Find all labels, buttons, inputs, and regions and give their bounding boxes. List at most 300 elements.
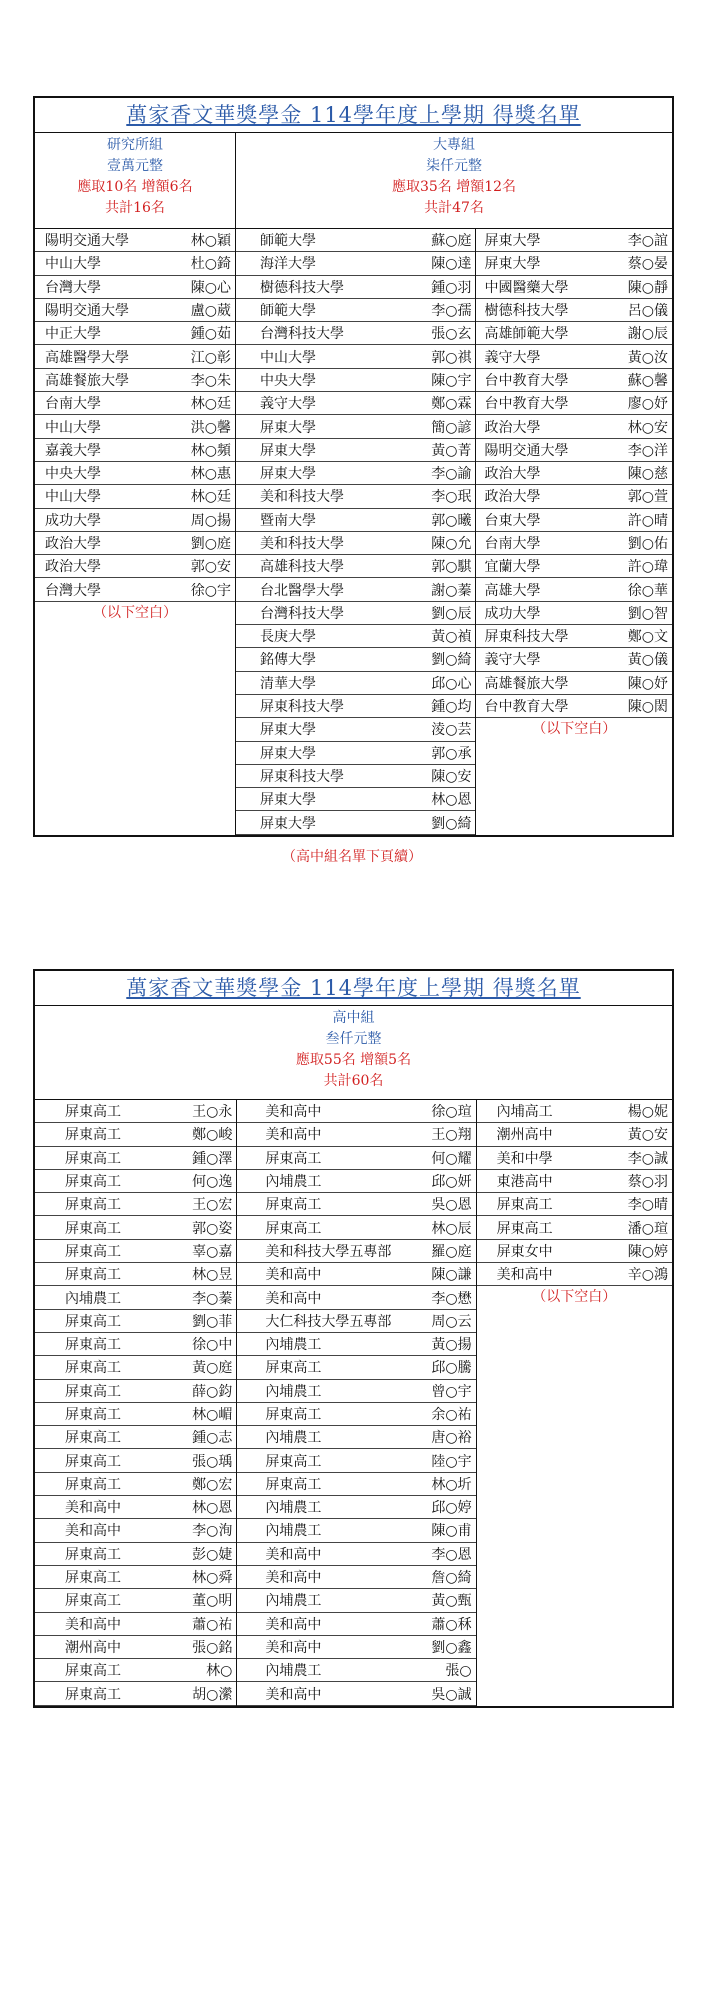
hs-list-3 xyxy=(477,1100,672,1286)
recipient-name: 陳○心 xyxy=(190,279,231,296)
school-name: 台北醫學大學 xyxy=(260,582,344,599)
recipient-name: 鍾○澤 xyxy=(192,1150,233,1167)
school-name: 高雄師範大學 xyxy=(484,326,569,343)
recipient-name: 陳○甫 xyxy=(431,1523,472,1540)
name-row xyxy=(236,439,475,462)
name-row xyxy=(236,392,475,415)
recipient-name: 黃○汝 xyxy=(627,349,668,366)
name-row xyxy=(236,602,475,625)
name-row xyxy=(237,1403,475,1426)
school-name: 美和高中 xyxy=(265,1290,322,1307)
name-row xyxy=(237,1216,475,1239)
school-name: 師範大學 xyxy=(260,303,316,320)
recipient-name: 李○蓁 xyxy=(192,1290,233,1307)
grad-quota: 應取10名 增額6名 xyxy=(77,179,193,195)
school-name: 中央大學 xyxy=(45,466,101,483)
school-name: 屏東高工 xyxy=(65,1150,121,1167)
recipient-name: 鄭○峻 xyxy=(192,1127,233,1144)
recipient-name: 蕭○祐 xyxy=(192,1616,233,1633)
recipient-name: 羅○庭 xyxy=(431,1243,472,1260)
recipient-name: 鍾○茹 xyxy=(190,326,231,343)
recipient-name: 胡○瀠 xyxy=(192,1686,233,1703)
school-name: 義守大學 xyxy=(484,349,541,366)
school-name: 台灣大學 xyxy=(45,279,101,296)
name-row xyxy=(35,1240,236,1263)
univ-amount: 柒仟元整 xyxy=(426,158,482,174)
name-row xyxy=(236,625,475,648)
name-row xyxy=(237,1333,475,1356)
recipient-name: 詹○綺 xyxy=(431,1570,472,1587)
recipient-name: 鍾○均 xyxy=(431,699,472,716)
school-name: 屏東高工 xyxy=(265,1197,322,1214)
name-row xyxy=(476,299,672,322)
school-name: 政治大學 xyxy=(484,466,541,483)
name-row xyxy=(476,695,672,718)
univ-total: 共計47名 xyxy=(424,200,484,216)
univ-right-column xyxy=(475,229,672,835)
school-name: 內埔農工 xyxy=(265,1337,322,1354)
name-row xyxy=(35,1519,236,1542)
name-row xyxy=(35,578,235,601)
recipient-name: 洪○馨 xyxy=(190,419,231,436)
recipient-name: 郭○承 xyxy=(431,745,472,762)
school-name: 屏東高工 xyxy=(65,1570,121,1587)
recipient-name: 辜○嘉 xyxy=(192,1243,233,1260)
name-row xyxy=(35,1286,236,1309)
school-name: 中國醫藥大學 xyxy=(484,279,569,296)
name-row xyxy=(237,1682,475,1705)
name-row xyxy=(476,625,672,648)
name-row xyxy=(237,1589,475,1612)
school-name: 屏東高工 xyxy=(65,1127,121,1144)
school-name: 屏東高工 xyxy=(265,1150,322,1167)
school-name: 屏東高工 xyxy=(65,1197,121,1214)
grad-list xyxy=(35,229,235,602)
name-row xyxy=(476,648,672,671)
recipient-name: 鄭○文 xyxy=(627,629,668,646)
name-row xyxy=(477,1216,672,1239)
recipient-name: 林○頻 xyxy=(190,442,231,459)
name-row xyxy=(236,276,475,299)
name-row xyxy=(237,1310,475,1333)
school-name: 台中教育大學 xyxy=(484,372,569,389)
school-name: 高雄餐旅大學 xyxy=(45,372,129,389)
recipient-name: 杜○錡 xyxy=(190,256,231,273)
name-row xyxy=(35,1496,236,1519)
school-name: 屏東大學 xyxy=(484,256,541,273)
univ-header xyxy=(236,133,672,229)
name-row xyxy=(237,1659,475,1682)
recipient-name: 蕭○秝 xyxy=(431,1616,472,1633)
school-name: 美和高中 xyxy=(65,1523,121,1540)
name-row xyxy=(236,299,475,322)
name-row xyxy=(476,485,672,508)
recipient-name: 謝○辰 xyxy=(627,326,668,343)
recipient-name: 周○揚 xyxy=(190,512,231,529)
recipient-name: 黃○甄 xyxy=(431,1593,472,1610)
name-row xyxy=(35,1682,236,1705)
school-name: 政治大學 xyxy=(45,536,101,552)
school-name: 美和高中 xyxy=(496,1267,553,1284)
school-name: 屏東大學 xyxy=(260,792,316,809)
school-name: 潮州高中 xyxy=(496,1127,553,1144)
school-name: 屏東大學 xyxy=(260,442,316,459)
univ-left-list xyxy=(236,229,475,835)
school-name: 屏東大學 xyxy=(260,419,316,436)
hs-column-1 xyxy=(35,1100,236,1706)
name-row xyxy=(35,1123,236,1146)
recipient-name: 林○舜 xyxy=(192,1570,233,1587)
school-name: 台中教育大學 xyxy=(484,699,569,716)
name-row xyxy=(236,555,475,578)
name-row xyxy=(237,1449,475,1472)
name-row xyxy=(237,1147,475,1170)
school-name: 屏東大學 xyxy=(260,745,316,762)
recipient-name: 吳○恩 xyxy=(431,1197,472,1214)
name-row xyxy=(35,1659,236,1682)
name-row xyxy=(237,1193,475,1216)
hs-group: 高中組 xyxy=(332,1010,375,1026)
school-name: 屏東高工 xyxy=(65,1313,121,1330)
school-name: 屏東高工 xyxy=(65,1686,121,1703)
recipient-name: 江○彰 xyxy=(190,349,231,366)
name-row xyxy=(476,229,672,252)
recipient-name: 李○誠 xyxy=(627,1150,668,1167)
recipient-name: 李○珉 xyxy=(431,489,472,506)
name-row xyxy=(35,392,235,415)
school-name: 高雄大學 xyxy=(484,582,541,599)
name-row xyxy=(476,672,672,695)
name-row xyxy=(35,1216,236,1239)
school-name: 中山大學 xyxy=(45,419,101,436)
recipient-name: 周○云 xyxy=(431,1313,472,1330)
school-name: 美和高中 xyxy=(265,1546,322,1563)
hs-total: 共計60名 xyxy=(323,1073,384,1089)
name-row xyxy=(236,485,475,508)
name-row xyxy=(35,1403,236,1426)
name-row xyxy=(476,392,672,415)
school-name: 屏東科技大學 xyxy=(260,768,344,785)
school-name: 屏東高工 xyxy=(265,1220,322,1237)
name-row xyxy=(237,1496,475,1519)
school-name: 屏東大學 xyxy=(484,233,541,250)
recipient-name: 林○ xyxy=(206,1663,233,1680)
name-row xyxy=(477,1263,672,1286)
recipient-name: 淩○芸 xyxy=(431,722,472,739)
name-row xyxy=(236,648,475,671)
recipient-name: 盧○葳 xyxy=(190,303,231,320)
recipient-name: 唐○裕 xyxy=(431,1430,472,1447)
school-name: 美和科技大學 xyxy=(260,489,344,506)
school-name: 屏東科技大學 xyxy=(260,699,344,716)
hs-list-1 xyxy=(35,1100,236,1706)
name-row xyxy=(35,1426,236,1449)
recipient-name: 彭○婕 xyxy=(192,1546,233,1563)
name-row xyxy=(35,415,235,438)
univ-group: 大專組 xyxy=(433,137,475,153)
school-name: 高雄科技大學 xyxy=(260,559,344,576)
recipient-name: 黃○禎 xyxy=(431,629,472,646)
name-row xyxy=(237,1473,475,1496)
school-name: 屏東高工 xyxy=(65,1383,121,1400)
school-name: 台灣大學 xyxy=(45,582,101,599)
recipient-name: 林○恩 xyxy=(192,1500,233,1517)
name-row xyxy=(35,1147,236,1170)
hs-list-2 xyxy=(237,1100,475,1706)
school-name: 政治大學 xyxy=(484,419,541,436)
recipient-name: 何○耀 xyxy=(431,1150,472,1167)
name-row xyxy=(35,1170,236,1193)
school-name: 屏東高工 xyxy=(265,1476,322,1493)
school-name: 屏東高工 xyxy=(65,1104,121,1121)
name-row xyxy=(236,765,475,788)
recipient-name: 李○孺 xyxy=(431,303,472,320)
school-name: 屏東高工 xyxy=(496,1197,553,1214)
school-name: 美和高中 xyxy=(265,1686,322,1703)
school-name: 內埔農工 xyxy=(65,1290,121,1307)
name-row xyxy=(477,1123,672,1146)
name-row xyxy=(35,1380,236,1403)
name-row xyxy=(236,695,475,718)
name-row xyxy=(237,1286,475,1309)
recipient-name: 蔡○羽 xyxy=(627,1174,668,1191)
school-name: 中央大學 xyxy=(260,372,316,389)
school-name: 台南大學 xyxy=(45,396,101,413)
recipient-name: 許○瑋 xyxy=(627,559,668,576)
recipient-name: 李○恩 xyxy=(431,1546,472,1563)
school-name: 義守大學 xyxy=(484,652,541,669)
name-row xyxy=(35,1613,236,1636)
recipient-name: 郭○萱 xyxy=(627,489,668,506)
recipient-name: 張○玄 xyxy=(431,326,472,343)
recipient-name: 鄭○宏 xyxy=(192,1476,233,1493)
grad-header xyxy=(35,133,235,229)
recipient-name: 徐○宇 xyxy=(190,582,231,599)
name-row xyxy=(236,229,475,252)
name-row xyxy=(35,299,235,322)
recipient-name: 董○明 xyxy=(192,1593,233,1610)
recipient-name: 何○逸 xyxy=(192,1174,233,1191)
recipient-name: 林○昱 xyxy=(192,1267,233,1284)
recipient-name: 徐○華 xyxy=(627,582,668,599)
name-row xyxy=(35,369,235,392)
school-name: 屏東高工 xyxy=(65,1593,121,1610)
school-name: 台東大學 xyxy=(484,512,541,529)
recipient-name: 林○恩 xyxy=(431,792,472,809)
school-name: 屏東高工 xyxy=(265,1407,322,1423)
recipient-name: 黃○庭 xyxy=(192,1360,233,1377)
school-name: 中山大學 xyxy=(45,489,101,506)
hs-column-2 xyxy=(236,1100,475,1706)
school-name: 屏東高工 xyxy=(65,1453,121,1470)
recipient-name: 郭○曦 xyxy=(431,512,472,529)
name-row xyxy=(35,532,235,555)
recipient-name: 邱○婷 xyxy=(431,1500,472,1517)
name-row xyxy=(35,485,235,508)
recipient-name: 鄭○霖 xyxy=(431,396,472,413)
name-row xyxy=(237,1543,475,1566)
school-name: 屏東高工 xyxy=(65,1267,121,1284)
name-row xyxy=(35,1449,236,1472)
name-row xyxy=(476,276,672,299)
school-name: 屏東高工 xyxy=(65,1476,121,1493)
recipient-name: 劉○菲 xyxy=(192,1313,233,1330)
recipient-name: 郭○祺 xyxy=(431,349,472,366)
name-row xyxy=(237,1426,475,1449)
recipient-name: 徐○中 xyxy=(192,1337,233,1354)
recipient-name: 李○朱 xyxy=(190,372,231,389)
recipient-name: 王○永 xyxy=(192,1104,233,1121)
school-name: 屏東高工 xyxy=(265,1453,322,1470)
recipient-name: 劉○綺 xyxy=(431,652,472,669)
grad-column xyxy=(35,133,235,835)
recipient-name: 陳○閎 xyxy=(627,699,668,716)
sheet1-title: 萬家香文華獎學金 114學年度上學期 得獎名單 xyxy=(35,98,672,133)
school-name: 屏東高工 xyxy=(65,1220,121,1237)
name-row xyxy=(237,1380,475,1403)
school-name: 內埔農工 xyxy=(265,1430,322,1447)
school-name: 內埔農工 xyxy=(265,1174,322,1191)
recipient-name: 鍾○志 xyxy=(192,1430,233,1447)
name-row xyxy=(237,1519,475,1542)
sheet-highschool xyxy=(33,969,674,1708)
name-row xyxy=(476,252,672,275)
recipient-name: 謝○蓁 xyxy=(431,582,472,599)
name-row xyxy=(35,1310,236,1333)
school-name: 屏東高工 xyxy=(65,1174,121,1191)
univ-quota: 應取35名 增額12名 xyxy=(391,179,517,195)
grad-group: 研究所組 xyxy=(107,137,163,153)
univ-left-column xyxy=(236,229,475,835)
name-row xyxy=(35,1356,236,1379)
name-row xyxy=(477,1170,672,1193)
name-row xyxy=(236,672,475,695)
recipient-name: 蘇○馨 xyxy=(627,372,668,389)
recipient-name: 林○圻 xyxy=(431,1476,472,1493)
recipient-name: 陳○達 xyxy=(431,256,472,273)
school-name: 美和高中 xyxy=(65,1616,121,1633)
name-row xyxy=(236,369,475,392)
school-name: 潮州高中 xyxy=(65,1639,121,1656)
recipient-name: 郭○安 xyxy=(190,559,231,576)
name-row xyxy=(35,1193,236,1216)
school-name: 屏東大學 xyxy=(260,722,316,739)
school-name: 屏東高工 xyxy=(65,1407,121,1423)
name-row xyxy=(476,322,672,345)
recipient-name: 林○廷 xyxy=(190,489,231,506)
school-name: 台灣科技大學 xyxy=(260,605,344,622)
recipient-name: 邱○妍 xyxy=(431,1174,472,1191)
school-name: 美和高中 xyxy=(265,1104,322,1121)
recipient-name: 劉○鑫 xyxy=(431,1639,472,1656)
name-row xyxy=(237,1636,475,1659)
recipient-name: 郭○騏 xyxy=(431,559,472,576)
name-row xyxy=(35,1263,236,1286)
school-name: 大仁科技大學五專部 xyxy=(265,1313,392,1330)
name-row xyxy=(237,1356,475,1379)
school-name: 美和高中 xyxy=(265,1267,322,1284)
school-name: 內埔農工 xyxy=(265,1593,322,1610)
name-row xyxy=(236,532,475,555)
recipient-name: 黃○安 xyxy=(627,1127,668,1144)
school-name: 宜蘭大學 xyxy=(484,559,541,576)
univ-right-list xyxy=(476,229,672,718)
school-name: 屏東高工 xyxy=(65,1546,121,1563)
recipient-name: 李○晴 xyxy=(627,1197,668,1214)
name-row xyxy=(35,439,235,462)
school-name: 台灣科技大學 xyxy=(260,326,344,343)
school-name: 台中教育大學 xyxy=(484,396,569,413)
school-name: 美和科技大學五專部 xyxy=(265,1243,392,1260)
univ-blank-note: （以下空白） xyxy=(532,721,617,738)
recipient-name: 郭○姿 xyxy=(192,1220,233,1237)
recipient-name: 林○廷 xyxy=(190,396,231,413)
hs-amount: 叁仟元整 xyxy=(325,1031,382,1047)
school-name: 美和高中 xyxy=(265,1616,322,1633)
recipient-name: 李○洵 xyxy=(192,1523,233,1540)
name-row xyxy=(476,578,672,601)
school-name: 嘉義大學 xyxy=(45,442,101,459)
recipient-name: 王○翔 xyxy=(431,1127,472,1144)
school-name: 海洋大學 xyxy=(260,256,316,273)
school-name: 樹德科技大學 xyxy=(260,279,344,296)
school-name: 高雄醫學大學 xyxy=(45,349,129,366)
name-row xyxy=(236,742,475,765)
recipient-name: 陳○妤 xyxy=(627,675,668,692)
recipient-name: 張○銘 xyxy=(192,1639,233,1656)
name-row xyxy=(476,555,672,578)
hs-quota: 應取55名 增額5名 xyxy=(295,1052,412,1068)
school-name: 美和高中 xyxy=(265,1127,322,1144)
name-row xyxy=(35,252,235,275)
recipient-name: 辛○鴻 xyxy=(627,1267,668,1284)
school-name: 清華大學 xyxy=(260,675,316,692)
recipient-name: 張○瑀 xyxy=(192,1453,233,1470)
school-name: 美和高中 xyxy=(265,1639,322,1656)
name-row xyxy=(477,1240,672,1263)
recipient-name: 邱○騰 xyxy=(431,1360,472,1377)
school-name: 成功大學 xyxy=(484,605,541,622)
recipient-name: 吳○誠 xyxy=(431,1686,472,1703)
recipient-name: 張○ xyxy=(445,1663,472,1680)
school-name: 長庚大學 xyxy=(260,629,316,646)
name-row xyxy=(477,1193,672,1216)
recipient-name: 陳○慈 xyxy=(627,466,668,483)
school-name: 師範大學 xyxy=(260,233,316,250)
recipient-name: 潘○瑄 xyxy=(627,1220,668,1237)
continued-note: （高中組名單下頁續） xyxy=(282,849,422,865)
recipient-name: 李○懋 xyxy=(431,1290,472,1307)
name-row xyxy=(236,811,475,834)
name-row xyxy=(35,1333,236,1356)
school-name: 中山大學 xyxy=(260,349,316,366)
school-name: 屏東高工 xyxy=(65,1360,121,1377)
name-row xyxy=(476,532,672,555)
name-row xyxy=(236,462,475,485)
school-name: 政治大學 xyxy=(484,489,541,506)
sheet-university xyxy=(33,96,674,837)
school-name: 屏東高工 xyxy=(65,1663,121,1680)
name-row xyxy=(476,415,672,438)
name-row xyxy=(237,1613,475,1636)
name-row xyxy=(35,229,235,252)
recipient-name: 陳○允 xyxy=(431,536,472,552)
school-name: 美和高中 xyxy=(65,1500,121,1517)
name-row xyxy=(476,509,672,532)
recipient-name: 陳○婷 xyxy=(627,1243,668,1260)
name-row xyxy=(236,322,475,345)
recipient-name: 劉○庭 xyxy=(190,536,231,552)
